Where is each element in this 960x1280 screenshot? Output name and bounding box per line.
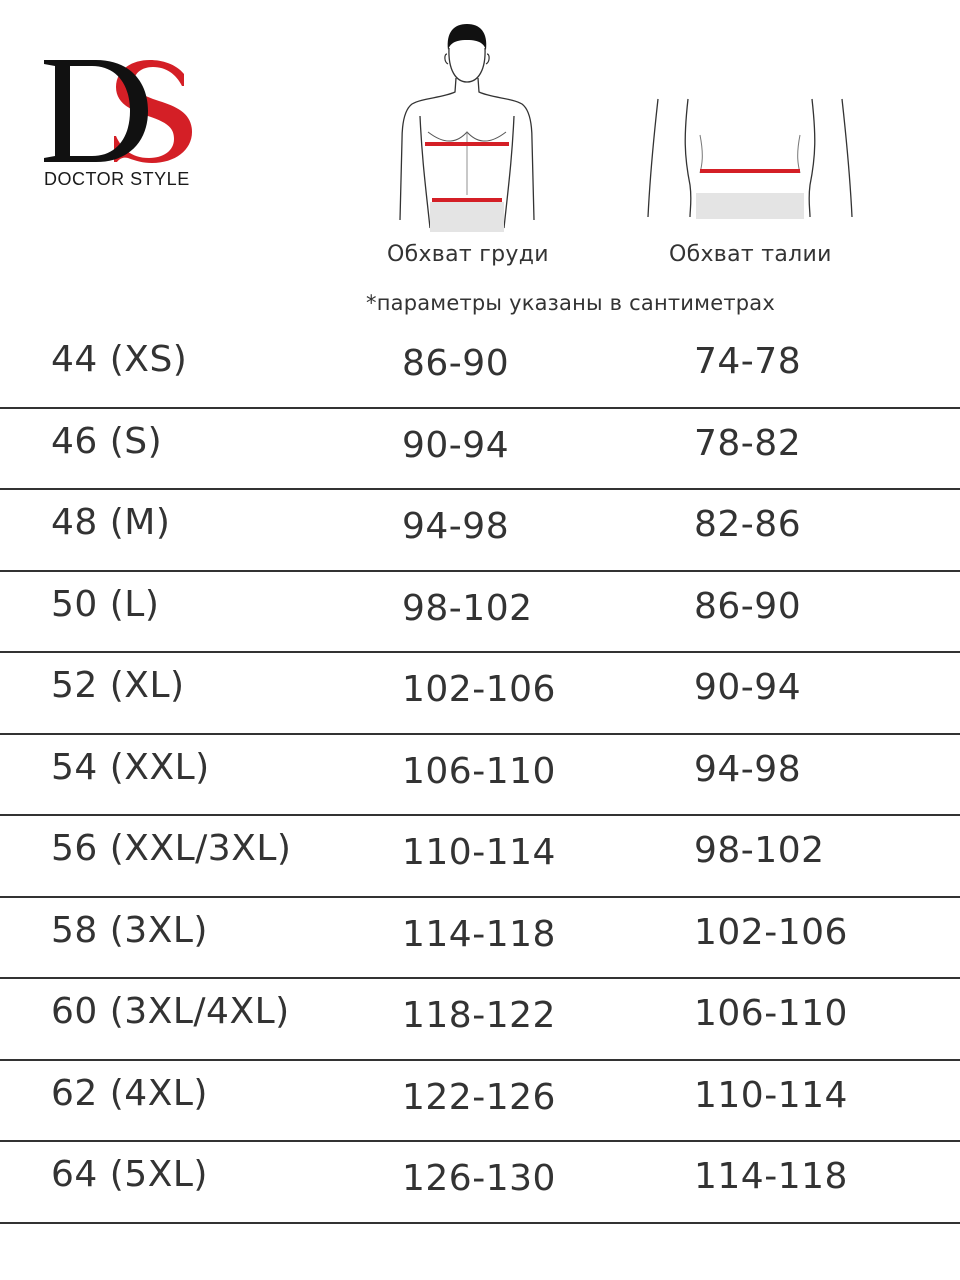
size-cell: 58 (3XL) <box>51 909 208 951</box>
waist-cell: 74-78 <box>694 341 802 382</box>
chest-cell: 126-130 <box>402 1158 556 1199</box>
size-cell: 48 (M) <box>51 502 171 543</box>
waist-cell: 98-102 <box>694 830 825 871</box>
units-note: *параметры указаны в сантиметрах <box>366 291 775 315</box>
chest-cell: 94-98 <box>402 506 510 547</box>
size-cell: 62 (4XL) <box>51 1072 208 1114</box>
chest-cell: 122-126 <box>402 1076 556 1118</box>
table-row <box>0 1142 960 1224</box>
size-cell: 50 (L) <box>51 583 160 625</box>
chest-cell: 98-102 <box>402 587 533 629</box>
chest-cell: 90-94 <box>402 424 510 466</box>
waist-cell: 106-110 <box>694 993 848 1034</box>
chest-measurement-icon <box>392 20 542 235</box>
waist-cell: 86-90 <box>694 585 802 627</box>
table-row <box>0 572 960 654</box>
table-row <box>0 490 960 572</box>
size-cell: 64 (5XL) <box>51 1154 208 1195</box>
waist-cell: 90-94 <box>694 667 802 708</box>
waist-cell: 102-106 <box>694 911 848 953</box>
waist-measurement-icon <box>640 95 860 225</box>
brand-logo <box>44 58 196 193</box>
chest-cell: 114-118 <box>402 913 556 955</box>
table-row <box>0 816 960 898</box>
table-row <box>0 979 960 1061</box>
table-row <box>0 653 960 735</box>
chest-cell: 86-90 <box>402 343 510 384</box>
brand-name: DOCTOR STYLE <box>44 169 190 189</box>
chest-cell: 102-106 <box>402 669 556 710</box>
table-row <box>0 1061 960 1143</box>
size-cell: 56 (XXL/3XL) <box>51 828 292 869</box>
table-row <box>0 735 960 817</box>
chest-label: Обхват груди <box>387 242 549 267</box>
size-cell: 52 (XL) <box>51 665 185 706</box>
waist-label: Обхват талии <box>669 242 832 267</box>
waist-cell: 78-82 <box>694 422 802 464</box>
size-cell: 44 (XS) <box>51 339 188 380</box>
size-cell: 54 (XXL) <box>51 746 210 788</box>
size-cell: 60 (3XL/4XL) <box>51 991 290 1032</box>
size-table <box>0 327 960 1224</box>
table-row <box>0 898 960 980</box>
waist-cell: 94-98 <box>694 748 802 790</box>
table-row <box>0 409 960 491</box>
size-cell: 46 (S) <box>51 420 163 462</box>
chest-cell: 106-110 <box>402 750 556 792</box>
chest-cell: 110-114 <box>402 832 556 873</box>
table-row <box>0 327 960 409</box>
chest-cell: 118-122 <box>402 995 556 1036</box>
waist-cell: 110-114 <box>694 1074 848 1116</box>
ds-logo-icon <box>44 58 196 168</box>
waist-cell: 82-86 <box>694 504 802 545</box>
waist-cell: 114-118 <box>694 1156 848 1197</box>
